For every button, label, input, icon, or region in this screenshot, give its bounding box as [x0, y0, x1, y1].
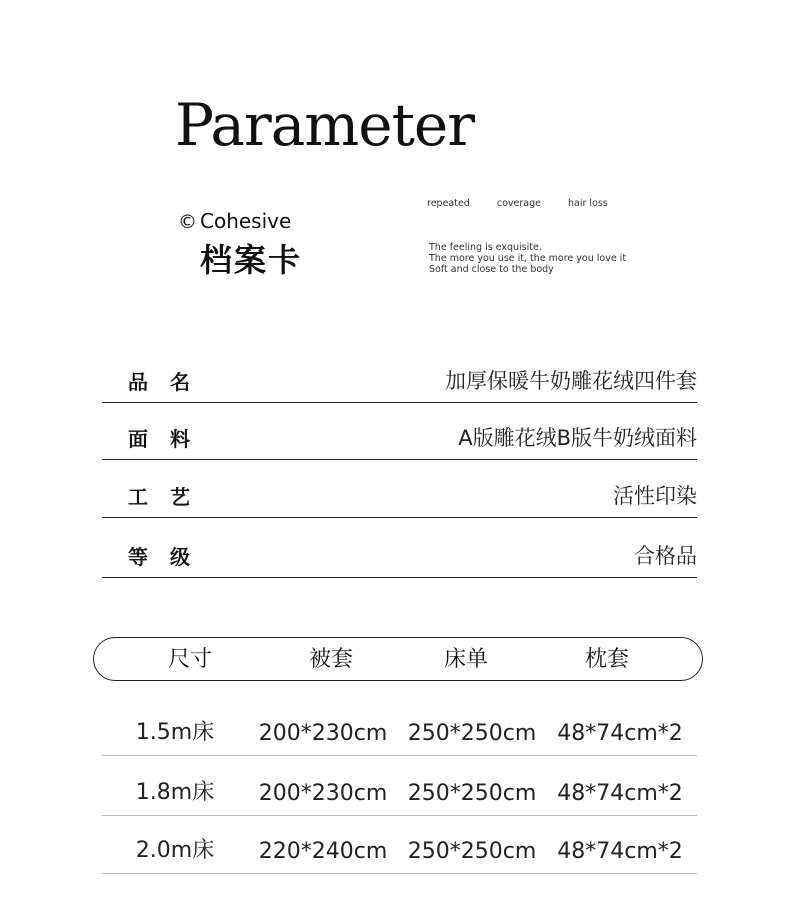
brand-name: Cohesive — [200, 209, 292, 233]
cell-pillowcase: 48*74cm*2 — [557, 839, 683, 864]
blurb-line: Soft and close to the body — [429, 264, 554, 275]
header-bed-sheet: 床单 — [443, 647, 489, 672]
divider — [102, 577, 697, 578]
table-row — [102, 700, 697, 756]
param-row-fabric — [102, 420, 697, 460]
cell-size: 2.0m床 — [135, 838, 215, 863]
param-label: 等级 — [128, 545, 212, 569]
divider — [102, 402, 697, 403]
param-row-product-name — [102, 363, 697, 403]
cell-bed-sheet: 250*250cm — [407, 781, 537, 806]
cell-bed-sheet: 250*250cm — [407, 839, 537, 864]
param-label: 面料 — [128, 427, 212, 451]
cell-duvet-cover: 200*230cm — [258, 781, 388, 806]
blurb-text — [429, 242, 626, 275]
param-value: 活性印染 — [613, 484, 697, 508]
size-table-header — [93, 637, 703, 681]
param-value: 合格品 — [634, 544, 697, 568]
cell-bed-sheet: 250*250cm — [407, 721, 537, 746]
param-value: 加厚保暖牛奶雕花绒四件套 — [445, 369, 697, 393]
header-size: 尺寸 — [167, 647, 213, 672]
cell-size: 1.8m床 — [135, 780, 215, 805]
cell-size: 1.5m床 — [135, 720, 215, 745]
header-duvet-cover: 被套 — [308, 647, 354, 672]
tag-coverage: coverage — [496, 198, 541, 209]
param-value: A版雕花绒B版牛奶绒面料 — [458, 426, 697, 450]
param-label: 工艺 — [128, 485, 212, 509]
table-row — [102, 818, 697, 874]
page-title: Parameter — [175, 91, 474, 159]
divider — [102, 873, 697, 874]
divider — [102, 815, 697, 816]
cell-duvet-cover: 220*240cm — [258, 839, 388, 864]
header-pillowcase: 枕套 — [584, 647, 630, 672]
blurb-line: The more you use it, the more you love it — [429, 253, 627, 264]
param-label: 品名 — [128, 370, 212, 394]
tag-hair-loss: hair loss — [568, 198, 608, 209]
tag-list — [427, 199, 632, 209]
divider — [102, 517, 697, 518]
blurb-line: The feeling is exquisite. — [429, 242, 542, 253]
param-row-grade — [102, 538, 697, 578]
copyright-icon: © — [178, 211, 197, 233]
cell-duvet-cover: 200*230cm — [258, 721, 388, 746]
tag-repeated: repeated — [427, 198, 470, 209]
cell-pillowcase: 48*74cm*2 — [557, 721, 683, 746]
divider — [102, 755, 697, 756]
page-subtitle: 档案卡 — [200, 241, 303, 279]
brand — [178, 211, 291, 232]
param-row-craft — [102, 478, 697, 518]
divider — [102, 459, 697, 460]
table-row — [102, 760, 697, 816]
cell-pillowcase: 48*74cm*2 — [557, 781, 683, 806]
